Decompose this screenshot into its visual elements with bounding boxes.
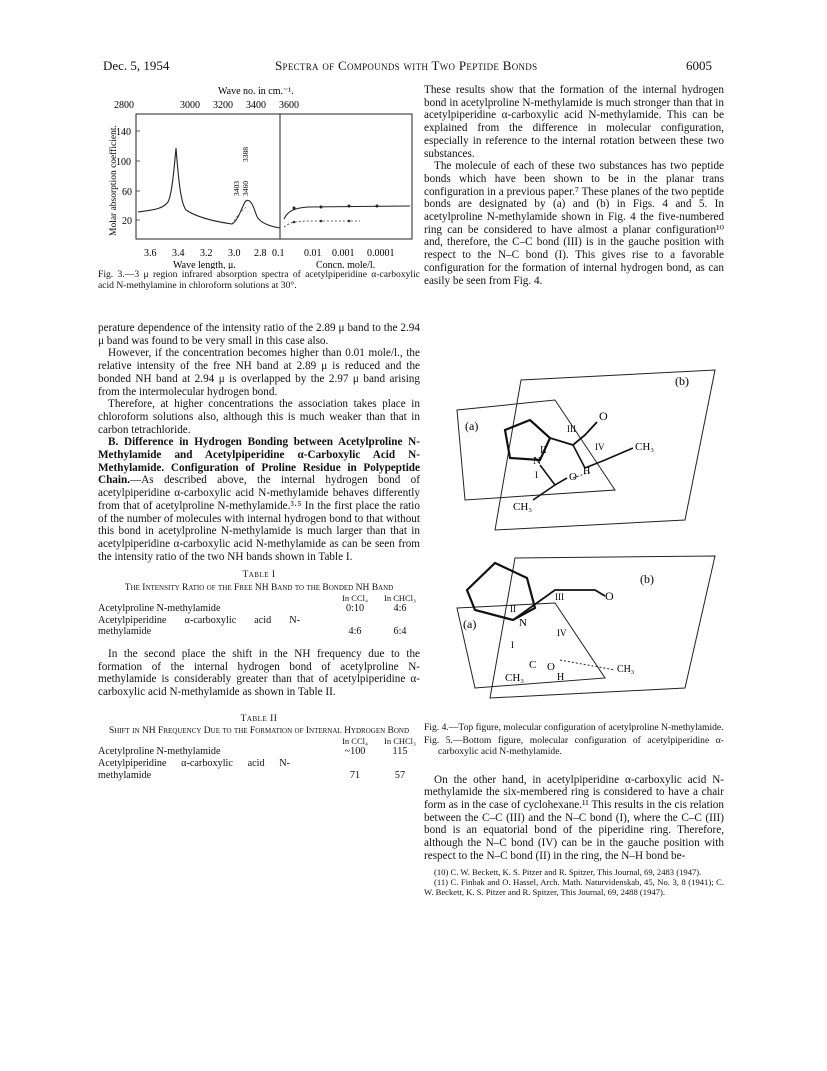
table-1-label: Table I xyxy=(242,570,276,581)
svg-text:O: O xyxy=(605,589,614,603)
top-tick: 3600 xyxy=(279,100,299,111)
atom-label: H xyxy=(583,466,591,477)
paragraph: The molecule of each of these two substances has two peptide bonds which have been shown to be in the planar trans configuration in a previous paper.⁷ These planes of the two peptide bonds are designated by (a) and (b) in Figs. 4 and 5. In acetylproline N-methylamide shown in Fig. 4 the five-numbered ring can be considered to have almost a planar configuration¹⁰ and, therefore, the C–C bond (III) is in the gauche position with respect to the N–C bond (I). This gives rise to a favorable configuration for the formation of internal hydrogen bond, as can easily be seen from Fig. 4. xyxy=(424,160,724,287)
table-row xyxy=(98,746,420,758)
bond-label: I xyxy=(535,470,538,480)
bond-label: III xyxy=(567,424,576,434)
cell: 57 xyxy=(394,769,406,781)
table-2 xyxy=(98,737,420,781)
cell: ~100 xyxy=(344,746,366,758)
bond-label: I xyxy=(511,640,514,650)
bond-label: IV xyxy=(595,442,605,452)
free-nh-curve xyxy=(284,206,410,219)
top-tick: 2800 xyxy=(114,100,134,111)
table-2-header: In CHCl₃ xyxy=(383,736,416,747)
running-header-title: Spectra of Compounds with Two Peptide Bonds xyxy=(275,58,538,73)
paragraph: Therefore, at higher concentrations the association takes place in chloroform solutions also, although this is much weaker than that in carbon tetrachloride. xyxy=(98,398,420,436)
row-name: Acetylpiperidine α-carboxylic acid N-methylamide xyxy=(98,757,290,781)
atom-label: N xyxy=(519,617,527,629)
bottom-tick: 2.8 xyxy=(254,248,267,259)
svg-text:O: O xyxy=(599,409,608,423)
top-tick: 3000 xyxy=(180,100,200,111)
top-tick: 3200 xyxy=(213,100,233,111)
top-axis-title: Wave no. in cm.⁻¹. xyxy=(218,86,294,97)
table-2-label: Table II xyxy=(240,713,278,724)
svg-text:CH₃: CH₃ xyxy=(617,664,635,675)
section-paragraph xyxy=(98,436,420,563)
row-name: Acetylpiperidine α-carboxylic acid N-methylamide xyxy=(98,614,300,638)
peak-label-3403: 3403 xyxy=(232,181,241,196)
bottom-tick: 3.6 xyxy=(144,248,157,259)
row-name: Acetylproline N-methylamide xyxy=(98,603,221,615)
bottom-tick: 0.1 xyxy=(272,248,285,259)
paragraph: These results show that the formation of the internal hydrogen bond in acetylproline N-methylamide is much stronger than that in acetylpiperidine α-carboxylic acid N-methylamide. This can be explained from the difference in molecular configuration, especially in reference to the internal rotation between these two substances. xyxy=(424,84,724,160)
bonded-nh-points xyxy=(293,220,351,224)
y-tick: 140 xyxy=(116,127,131,138)
y-axis-label: Molar absorption coefficient. xyxy=(109,125,119,236)
section-heading: B. Difference in Hydrogen Bonding between Acetylproline N-Methylamide and Acetylpiperidine α-Carboxylic Acid N-Methylamide. Configuration of Proline Residue in Polypeptide Chain. xyxy=(98,436,420,487)
figure-3-caption: Fig. 3.—3 μ region infrared absorption spectra of acetylpiperidine α-carboxylic acid N-methylamine in chloroform solutions at 30°. xyxy=(98,269,420,292)
left-column xyxy=(98,322,420,781)
top-tick: 3400 xyxy=(246,100,266,111)
spectrum-curve xyxy=(138,148,280,228)
right-column-bottom xyxy=(424,722,724,897)
bottom-tick: 3.0 xyxy=(228,248,241,259)
y-tick: 20 xyxy=(122,216,132,227)
atom-label: H xyxy=(557,672,565,683)
table-1-header: In CCl₄ xyxy=(342,593,368,604)
bond-label: IV xyxy=(557,628,567,638)
figure-3 xyxy=(98,84,420,324)
paragraph: perature dependence of the intensity ratio of the 2.89 μ band to the 2.94 μ band was found to be very small in this case also. xyxy=(98,322,420,347)
figure-3-plot xyxy=(98,84,420,269)
bottom-tick: 0.01 xyxy=(304,248,322,259)
bottom-tick: 3.2 xyxy=(200,248,213,259)
bond-label: II xyxy=(510,604,516,614)
bottom-tick: 0.001 xyxy=(332,248,355,259)
cell: 6:4 xyxy=(393,626,407,638)
table-1-header: In CHCl₃ xyxy=(383,593,416,604)
cell: 71 xyxy=(349,769,361,781)
atom-label: C xyxy=(529,659,537,671)
table-row xyxy=(98,758,420,781)
atom-label: CH₃ xyxy=(505,672,525,684)
x-axis-label-left: Wave length, μ. xyxy=(173,260,236,269)
page-number: 6005 xyxy=(686,58,712,73)
plane-b-label: (b) xyxy=(675,374,689,388)
cell: 4:6 xyxy=(348,626,362,638)
atom-label: N xyxy=(533,455,541,467)
paragraph: However, if the concentration becomes higher than 0.01 mole/l., the relative intensity of the free NH band at 2.89 μ is reduced and the bonded NH band at 2.94 μ is overlapped by the 2.97 μ band arising from the intermolecular hydrogen bond. xyxy=(98,347,420,398)
section-body: —As described above, the internal hydrogen bond of acetylpiperidine α-carboxylic acid N-methylamide behaves differently from that of acetylproline N-methylamide.³·⁵ In the first place the ratio of the number of molecules with internal hydrogen bond to that without this bond in acetylproline N-methylamide is much larger than that in acetylpiperidine α-carboxylic acid N-methylamide as can be seen from the intensity ratio of the two NH bands shown in Table I. xyxy=(98,474,420,563)
table-1 xyxy=(98,594,420,638)
plane-a-label: (a) xyxy=(465,419,479,433)
table-row xyxy=(98,615,420,638)
references xyxy=(424,867,724,897)
cell: 4:6 xyxy=(393,603,407,615)
paragraph: On the other hand, in acetylpiperidine α-carboxylic acid N-methylamide the six-membered ring is considered to have a chair form as in the case of cyclohexane.¹¹ This results in the cis relation between the C–C (III) and the N–C bond (I), where the C–C (III) bond is an equatorial bond of the piperidine ring. Therefore, although the N–C bond (IV) can be in the gauche position with respect to the N–C bond (II) in the ring, the N–H bond be- xyxy=(424,773,724,862)
bond-label: II xyxy=(540,445,547,456)
figure-4-caption: Fig. 4.—Top figure, molecular configuration of acetylproline N-methylamide. xyxy=(424,722,724,733)
row-name: Acetylproline N-methylamide xyxy=(98,746,221,758)
cell: 0:10 xyxy=(345,603,365,615)
figure-5-caption: Fig. 5.—Bottom figure, molecular configuration of acetylpiperidine α-carboxylic acid N-methylamide. xyxy=(424,735,724,758)
reference-11: (11) C. Finbak and O. Hassel, Arch. Math. Naturvidenskab, 45, No. 3, 8 (1941); C. W. Beckett, K. S. Pitzer and R. Spitzer, This Journal, 69, 2488 (1947). xyxy=(424,876,724,897)
figure-5-diagram xyxy=(455,548,720,708)
table-row xyxy=(98,603,420,615)
table-2-header: In CCl₄ xyxy=(342,736,368,747)
plot-frame xyxy=(136,114,412,239)
y-tick: 60 xyxy=(122,187,132,198)
svg-text:CH₃: CH₃ xyxy=(635,441,655,453)
cell: 115 xyxy=(392,746,408,758)
svg-text:O: O xyxy=(569,471,577,483)
table-1-title: The Intensity Ratio of the Free NH Band to the Bonded NH Band xyxy=(124,583,394,594)
table-2-title: Shift in NH Frequency Due to the Formation of Internal Hydrogen Bond xyxy=(108,726,410,737)
atom-label: CH₃ xyxy=(513,501,533,513)
reference-10: (10) C. W. Beckett, K. S. Pitzer and R. Spitzer, This Journal, 69, 2483 (1947). xyxy=(434,866,702,877)
svg-text:O: O xyxy=(547,661,555,673)
plane-b-label: (b) xyxy=(640,572,654,586)
right-column-top xyxy=(424,84,724,287)
bottom-tick: 3.4 xyxy=(172,248,185,259)
figure-4-diagram xyxy=(455,350,725,540)
peak-label-3460: 3460 xyxy=(241,181,250,196)
running-header-date: Dec. 5, 1954 xyxy=(103,58,170,73)
bond-label: III xyxy=(555,592,564,602)
bottom-tick: 0.0001 xyxy=(367,248,395,259)
y-tick: 100 xyxy=(116,157,131,168)
peak-label-3388: 3388 xyxy=(241,147,250,162)
x-axis-label-right: Concn. mole/l. xyxy=(316,260,376,269)
paragraph: In the second place the shift in the NH frequency due to the formation of the internal hydrogen bond of acetylproline N-methylamide is considerably greater than that of acetylpiperidine α-carboxylic acid N-methylamide as shown in Table II. xyxy=(98,647,420,698)
plane-a-label: (a) xyxy=(463,617,477,631)
